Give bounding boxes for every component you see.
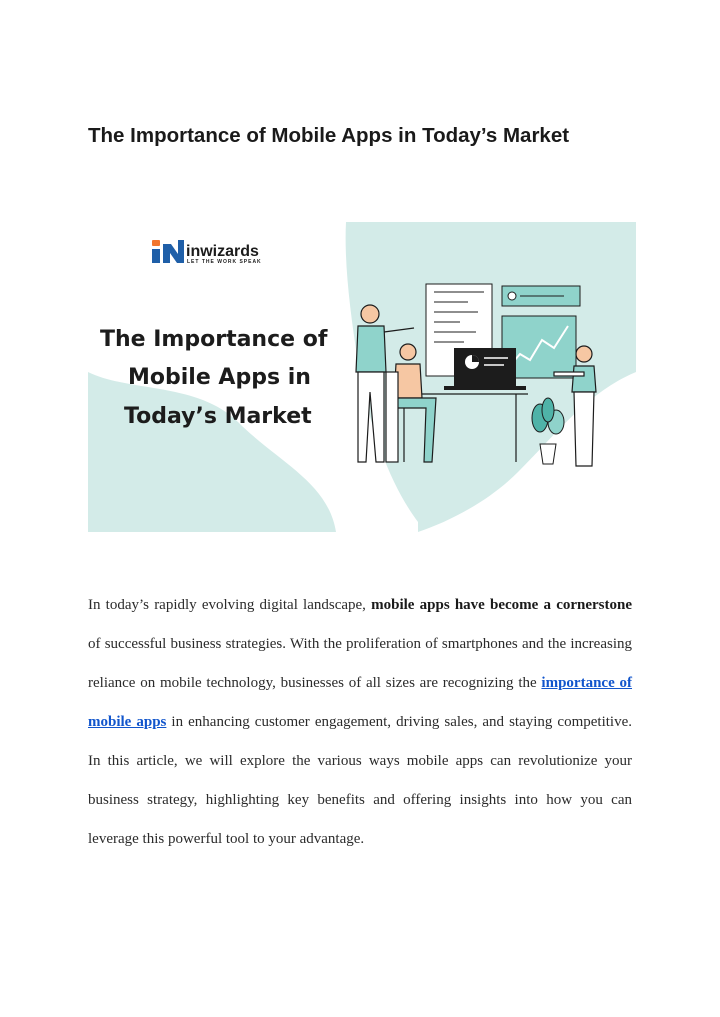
hero-heading-line-2: Mobile Apps in <box>128 365 311 390</box>
hero-heading-line-1: The Importance of <box>100 327 328 352</box>
page-title: The Importance of Mobile Apps in Today’s Market <box>88 124 570 147</box>
intro-paragraph <box>88 586 632 859</box>
laptop-icon <box>444 348 526 390</box>
hero-heading-line-3: Today’s Market <box>124 404 312 429</box>
body-text-end: in enhancing customer engagement, driving sales, and staying competitive. In this article, we will explore the various ways mobile apps can revolutionize your business strategy, highlighting key benefits and offering insights into how you can leverage this powerful tool to your advantage. <box>88 714 632 847</box>
brand-name: inwizards <box>186 243 259 260</box>
importance-link[interactable]: importance of mobile apps <box>88 675 633 730</box>
body-text-middle: of successful business strategies. With the proliferation of smartphones and the increasing reliance on mobile technology, businesses of all sizes are recognizing the <box>88 636 632 691</box>
brand-tagline: LET THE WORK SPEAK <box>187 259 262 265</box>
intro-text: In today’s rapidly evolving digital landscape, <box>88 597 372 613</box>
background-blob-left <box>88 372 336 532</box>
brand-logo-icon <box>152 240 184 263</box>
hero-banner-image <box>88 222 636 532</box>
emphasis-text: mobile apps have become a cornerstone <box>371 597 633 613</box>
